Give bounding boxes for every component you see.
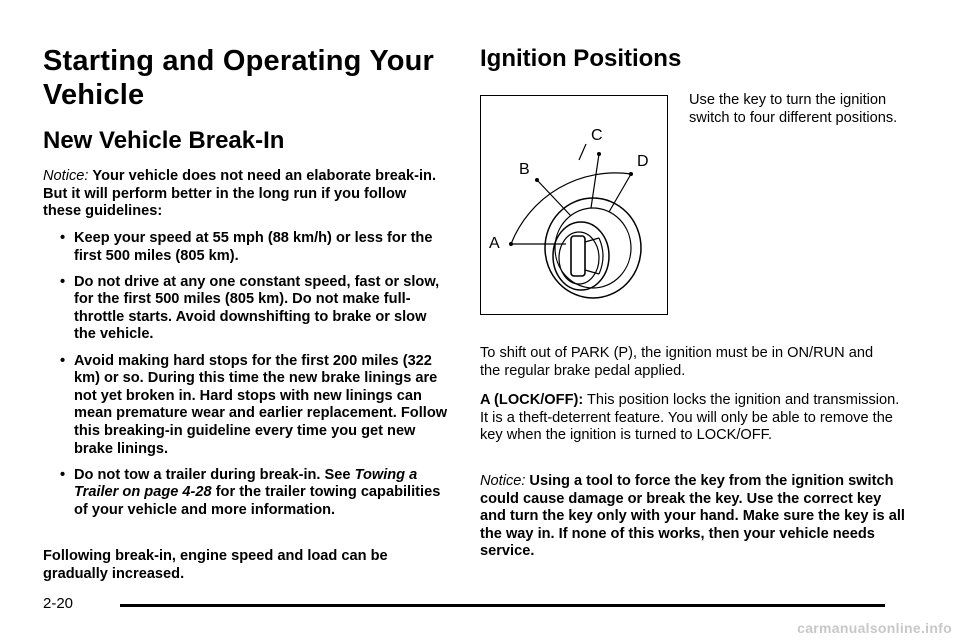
section-heading-break-in: New Vehicle Break-In <box>43 127 285 154</box>
notice-text: Your vehicle does not need an elaborate break-in. But it will perform better in the long run if you follow these guidelines: <box>43 168 437 220</box>
notice-text: Using a tool to force the key from the ignition switch could cause damage or break the key. Use the correct key and turn the key only with your hand. Make sure the key is all the way in. If none of this works, then your vehicle needs service. <box>480 473 905 560</box>
ignition-figure <box>480 95 668 315</box>
bullet4-pre: Do not tow a trailer during break-in. See <box>74 466 351 483</box>
break-in-notice <box>43 168 448 221</box>
position-label-c: C <box>591 127 603 144</box>
list-item: • Avoid making hard stops for the first 200 miles (322 km) or so. During this time the new brake linings are not yet broken in. Hard stops with new linings can mean premature wear and earlier replacement. Follow this breaking-in guideline every time you get new brake linings. <box>43 353 448 459</box>
notice-label: Notice: <box>43 168 89 184</box>
section-heading-ignition: Ignition Positions <box>480 45 682 72</box>
list-item: • Do not drive at any one constant speed, fast or slow, for the first 500 miles (805 km). Do not make full-throttle starts. Avoid downshifting to brake or slow the vehicle. <box>43 274 448 344</box>
notice-label: Notice: <box>480 473 526 489</box>
page-number: 2-20 <box>43 595 74 612</box>
park-shift-paragraph: To shift out of PARK (P), the ignition must be in ON/RUN and the regular brake pedal applied. <box>480 345 874 379</box>
list-item: • Keep your speed at 55 mph (88 km/h) or less for the first 500 miles (805 km). <box>43 230 448 265</box>
break-in-guidelines <box>43 230 448 528</box>
break-in-closing: Following break-in, engine speed and load can be gradually increased. <box>43 548 388 582</box>
watermark: carmanualsonline.info <box>797 620 952 636</box>
page-title: Starting and Operating Your Vehicle <box>43 45 435 111</box>
bullet4-post: for the trailer towing capabilities of your vehicle and more information. <box>74 484 441 518</box>
ignition-switch-diagram-icon <box>481 96 667 314</box>
position-label-a: A <box>489 235 500 252</box>
position-label-d: D <box>637 153 649 170</box>
figure-caption: Use the key to turn the ignition switch to four different positions. <box>689 92 898 126</box>
lock-off-paragraph <box>480 392 905 445</box>
list-item <box>43 467 448 520</box>
lock-off-label: A (LOCK/OFF): <box>480 392 584 408</box>
towing-reference-link[interactable]: Towing a Trailer on page 4-28 <box>74 466 418 501</box>
ignition-notice <box>480 473 905 561</box>
position-label-b: B <box>519 161 530 178</box>
lock-off-text: This position locks the ignition and transmission. It is a theft-deterrent feature. You will only be able to remove the key when the ignition is turned to LOCK/OFF. <box>480 392 900 444</box>
footer-divider <box>120 604 885 607</box>
